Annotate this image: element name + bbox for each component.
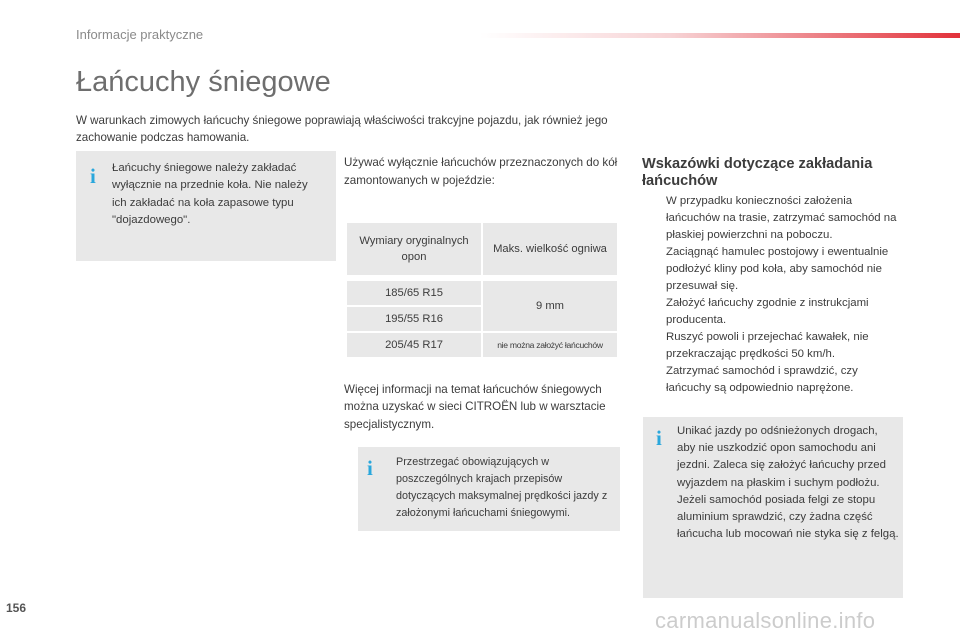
- list-item: [641, 329, 903, 363]
- section-header: Informacje praktyczne: [76, 27, 204, 42]
- note-speed-regulations: [358, 447, 620, 531]
- info-icon: i: [90, 164, 96, 188]
- tyre-size-table: [345, 221, 619, 359]
- more-info-paragraph: Więcej informacji na temat łańcuchów śniegowych można uzyskać w sieci CITROËN lub w warsztacie specjalistycznym.: [344, 383, 606, 431]
- list-item: [641, 363, 903, 397]
- table-cell-size: 205/45 R17: [346, 332, 482, 358]
- steps-list: [641, 193, 903, 397]
- step-text: Zaciągnąć hamulec postojowy i ewentualnie podłożyć kliny pod koła, aby samochód nie przesuwał się.: [666, 246, 889, 292]
- section-title: Wskazówki dotyczące zakładania łańcuchów: [642, 156, 873, 189]
- info-icon: i: [367, 456, 373, 480]
- page-title: Łańcuchy śniegowe: [76, 66, 331, 98]
- list-item: [641, 244, 903, 295]
- note-front-wheels: [76, 151, 336, 261]
- step-text: Zatrzymać samochód i sprawdzić, czy łańcuchy są odpowiednio naprężone.: [666, 365, 858, 394]
- table-header-max-link: Maks. wielkość ogniwa: [482, 222, 618, 276]
- usage-paragraph: Używać wyłącznie łańcuchów przeznaczonych do kół zamontowanych w pojeździe:: [344, 156, 618, 187]
- table-cell-size: 195/55 R16: [346, 306, 482, 332]
- table-header-dimensions: Wymiary oryginalnych opon: [346, 222, 482, 276]
- note-text: Unikać jazdy po odśnieżonych drogach, aby nie uszkodzić opon samochodu ani jezdni. Zaleca się założyć łańcuchy przed wyjazdem na płaskim i suchym podłożu. Jeżeli samochód posiada felgi ze stopu aluminium sprawdzić, czy żadna część łańcucha lub mocowań nie styka się z felgą.: [677, 425, 899, 541]
- step-text: W przypadku konieczności założenia łańcuchów na trasie, zatrzymać samochód na płaskiej powierzchni na poboczu.: [666, 195, 897, 241]
- page-number: 156: [6, 601, 27, 615]
- header-accent-rule: [480, 33, 960, 38]
- note-snow-roads: [643, 417, 903, 598]
- table-cell-max: 9 mm: [482, 280, 618, 332]
- note-text: Łańcuchy śniegowe należy zakładać wyłącznie na przednie koła. Nie należy ich zakładać na koła zapasowe typu "dojazdowego".: [112, 162, 308, 227]
- table-cell-max: nie można założyć łańcuchów: [482, 332, 618, 358]
- note-text: Przestrzegać obowiązujących w poszczególnych krajach przepisów dotyczących maksymalnej prędkości jazdy z założonymi łańcuchami śniegowymi.: [396, 456, 608, 519]
- list-item: [641, 193, 903, 244]
- watermark: carmanualsonline.info: [655, 608, 876, 633]
- table-cell-size: 185/65 R15: [346, 280, 482, 306]
- step-text: Ruszyć powoli i przejechać kawałek, nie przekraczając prędkości 50 km/h.: [666, 331, 869, 360]
- step-text: Założyć łańcuchy zgodnie z instrukcjami producenta.: [666, 297, 869, 326]
- intro-paragraph: W warunkach zimowych łańcuchy śniegowe poprawiają właściwości trakcyjne pojazdu, jak również jego zachowanie podczas hamowania.: [76, 114, 608, 144]
- list-item: [641, 295, 903, 329]
- info-icon: i: [656, 426, 662, 450]
